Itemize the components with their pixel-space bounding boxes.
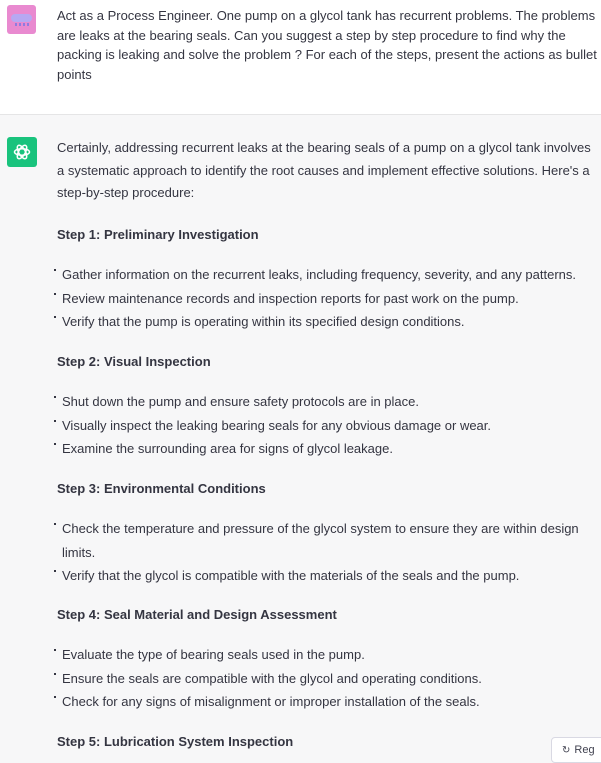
list-item: Verify that the pump is operating within its specified design conditions.: [57, 310, 597, 334]
step-heading: Step 4: Seal Material and Design Assessment: [57, 607, 337, 622]
list-item: Examine the surrounding area for signs of glycol leakage.: [57, 437, 597, 461]
list-item: Shut down the pump and ensure safety protocols are in place.: [57, 390, 597, 414]
regenerate-label: Reg: [574, 744, 595, 756]
refresh-icon: ↻: [562, 745, 571, 756]
rain-icon: [15, 23, 29, 26]
step-heading: Step 1: Preliminary Investigation: [57, 227, 259, 242]
user-message: [0, 0, 601, 115]
user-avatar: [7, 5, 36, 34]
openai-logo-icon: [12, 142, 32, 162]
bullet-list: [57, 643, 597, 714]
list-item: Evaluate the type of bearing seals used in the pump.: [57, 643, 597, 667]
assistant-message: [0, 115, 601, 752]
assistant-avatar: [7, 137, 37, 167]
regenerate-button[interactable]: [551, 737, 601, 763]
cloud-icon: [11, 14, 32, 22]
list-item: Check for any signs of misalignment or improper installation of the seals.: [57, 690, 597, 714]
user-message-text: Act as a Process Engineer. One pump on a glycol tank has recurrent problems. The problems are leaks at the bearing seals. Can you suggest a step by step procedure to find why the packing is leaking and solve the problem ? For each of the steps, present the actions as bullet points: [57, 8, 597, 83]
list-item: Visually inspect the leaking bearing seals for any obvious damage or wear.: [57, 414, 597, 438]
step-heading: Step 2: Visual Inspection: [57, 354, 211, 369]
list-item: Gather information on the recurrent leaks, including frequency, severity, and any patterns.: [57, 263, 597, 287]
bullet-list: [57, 517, 597, 588]
list-item: Verify that the glycol is compatible with the materials of the seals and the pump.: [57, 564, 597, 588]
bullet-list: [57, 263, 597, 334]
list-item: Check the temperature and pressure of the glycol system to ensure they are within design limits.: [57, 517, 597, 564]
step-heading: Step 3: Environmental Conditions: [57, 481, 266, 496]
list-item: Ensure the seals are compatible with the glycol and operating conditions.: [57, 667, 597, 691]
step-heading: Step 5: Lubrication System Inspection: [57, 734, 294, 749]
intro-paragraph: Certainly, addressing recurrent leaks at the bearing seals of a pump on a glycol tank involves a systematic approach to identify the root causes and implement effective solutions. Here's a step-by-step procedure:: [57, 140, 591, 200]
list-item: Review maintenance records and inspection reports for past work on the pump.: [57, 287, 597, 311]
bullet-list: [57, 390, 597, 461]
